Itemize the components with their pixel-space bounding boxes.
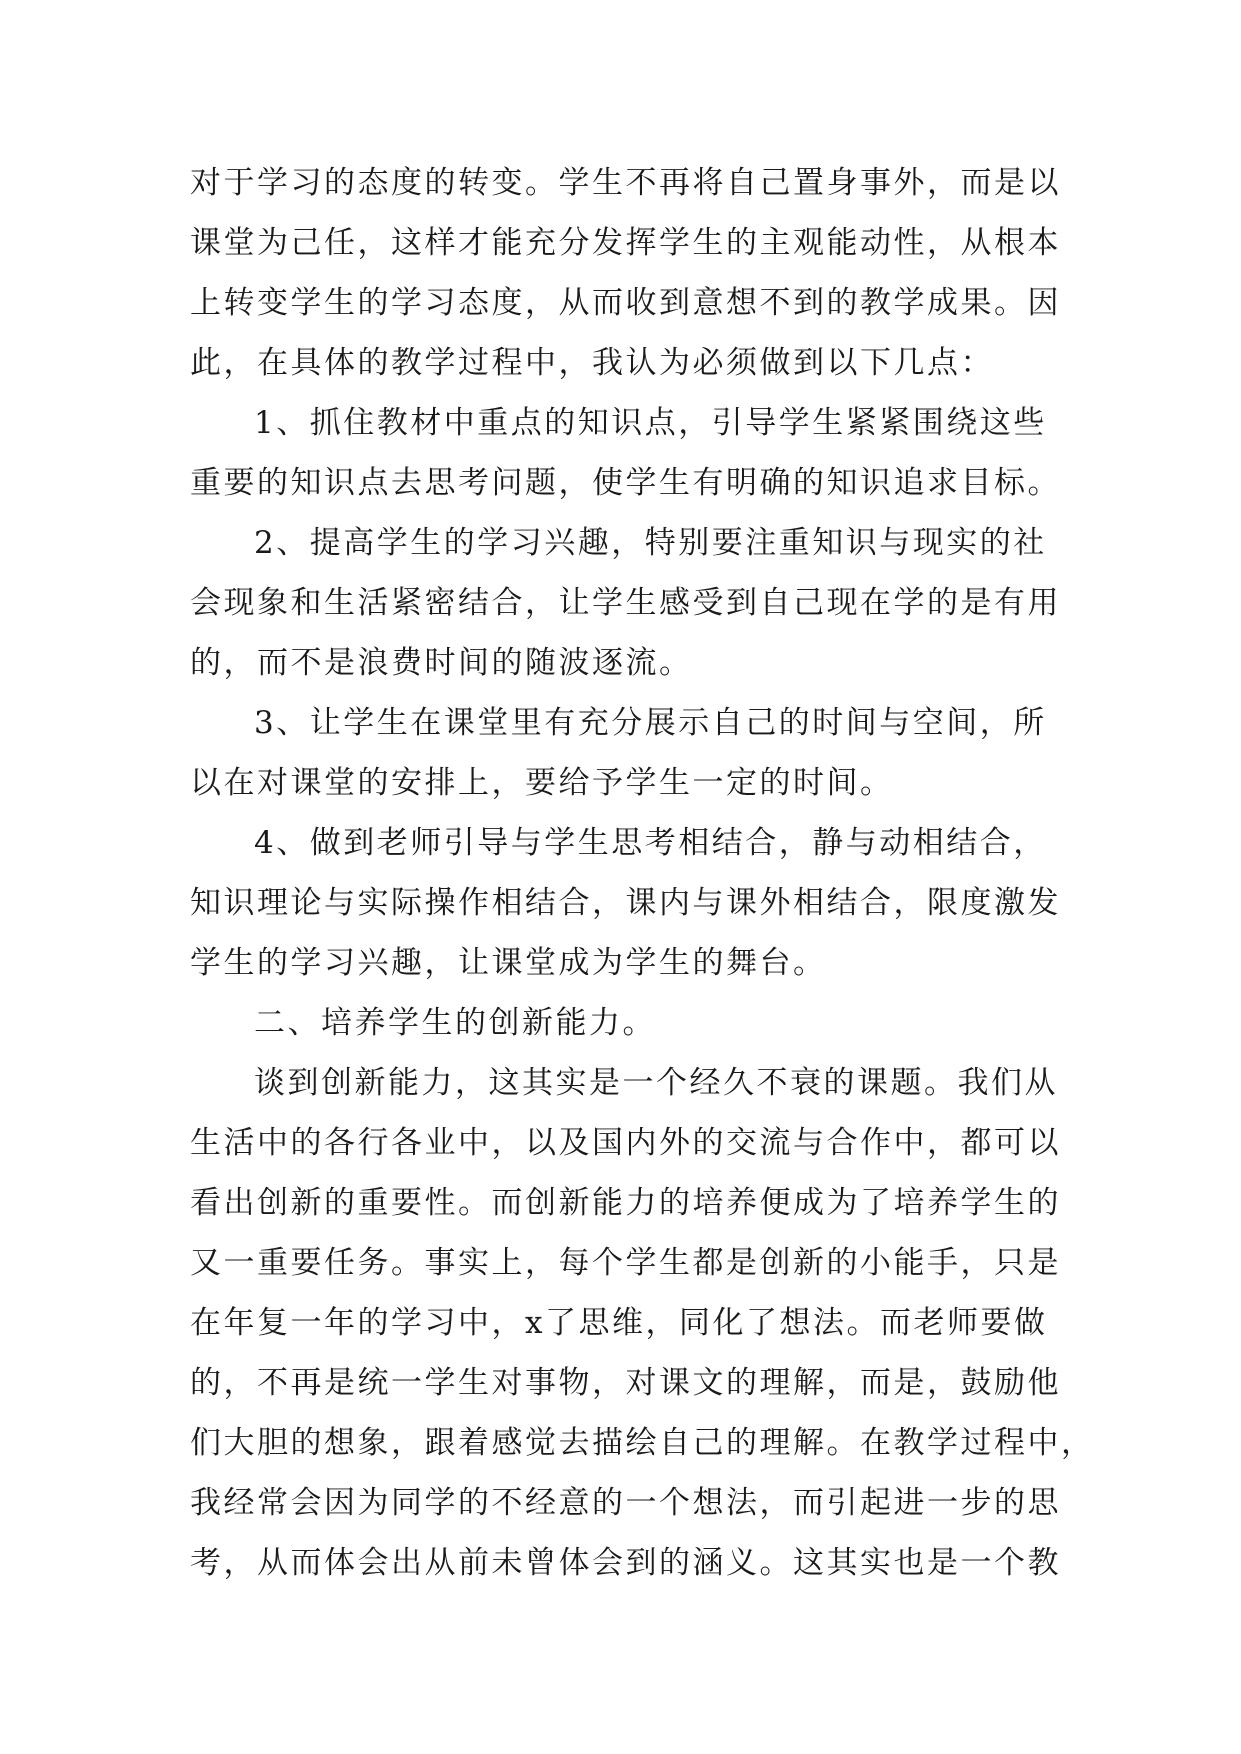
text-line: 上转变学生的学习态度，从而收到意想不到的教学成果。因 [190, 285, 1061, 321]
text-line: 谈到创新能力，这其实是一个经久不衰的课题。我们从 [254, 1065, 1058, 1101]
document-body [190, 153, 1095, 1593]
text-line: 以在对课堂的安排上，要给予学生一定的时间。 [190, 765, 894, 801]
text-line: 此，在具体的教学过程中，我认为必须做到以下几点： [190, 345, 994, 381]
text-line: 我经常会因为同学的不经意的一个想法，而引起进一步的思 [190, 1485, 1061, 1521]
text-line: 学生的学习兴趣，让课堂成为学生的舞台。 [190, 945, 827, 981]
text-line: 4、做到老师引导与学生思考相结合，静与动相结合， [254, 825, 1047, 861]
text-line: 1、抓住教材中重点的知识点，引导学生紧紧围绕这些 [254, 405, 1047, 441]
text-line: 看出创新的重要性。而创新能力的培养便成为了培养学生的 [190, 1185, 1061, 1221]
text-line: 又一重要任务。事实上，每个学生都是创新的小能手，只是 [190, 1245, 1061, 1281]
text-line: 3、让学生在课堂里有充分展示自己的时间与空间，所 [254, 705, 1047, 741]
text-line: 二、培养学生的创新能力。 [254, 1005, 656, 1041]
text-line: 在年复一年的学习中，x了思维，同化了想法。而老师要做 [190, 1305, 1048, 1341]
text-line: 们大胆的想象，跟着感觉去描绘自己的理解。在教学过程中， [190, 1425, 1095, 1461]
text-line: 课堂为己任，这样才能充分发挥学生的主观能动性，从根本 [190, 225, 1061, 261]
text-line: 对于学习的态度的转变。学生不再将自己置身事外，而是以 [190, 165, 1061, 201]
text-line: 2、提高学生的学习兴趣，特别要注重知识与现实的社 [254, 525, 1047, 561]
text-line: 的，不再是统一学生对事物，对课文的理解，而是，鼓励他 [190, 1365, 1061, 1401]
text-line: 会现象和生活紧密结合，让学生感受到自己现在学的是有用 [190, 585, 1061, 621]
text-line: 知识理论与实际操作相结合，课内与课外相结合，限度激发 [190, 885, 1061, 921]
text-line: 的，而不是浪费时间的随波逐流。 [190, 645, 693, 681]
text-line: 生活中的各行各业中，以及国内外的交流与合作中，都可以 [190, 1125, 1061, 1161]
text-line: 考，从而体会出从前未曾体会到的涵义。这其实也是一个教 [190, 1545, 1061, 1581]
text-line: 重要的知识点去思考问题，使学生有明确的知识追求目标。 [190, 465, 1061, 501]
